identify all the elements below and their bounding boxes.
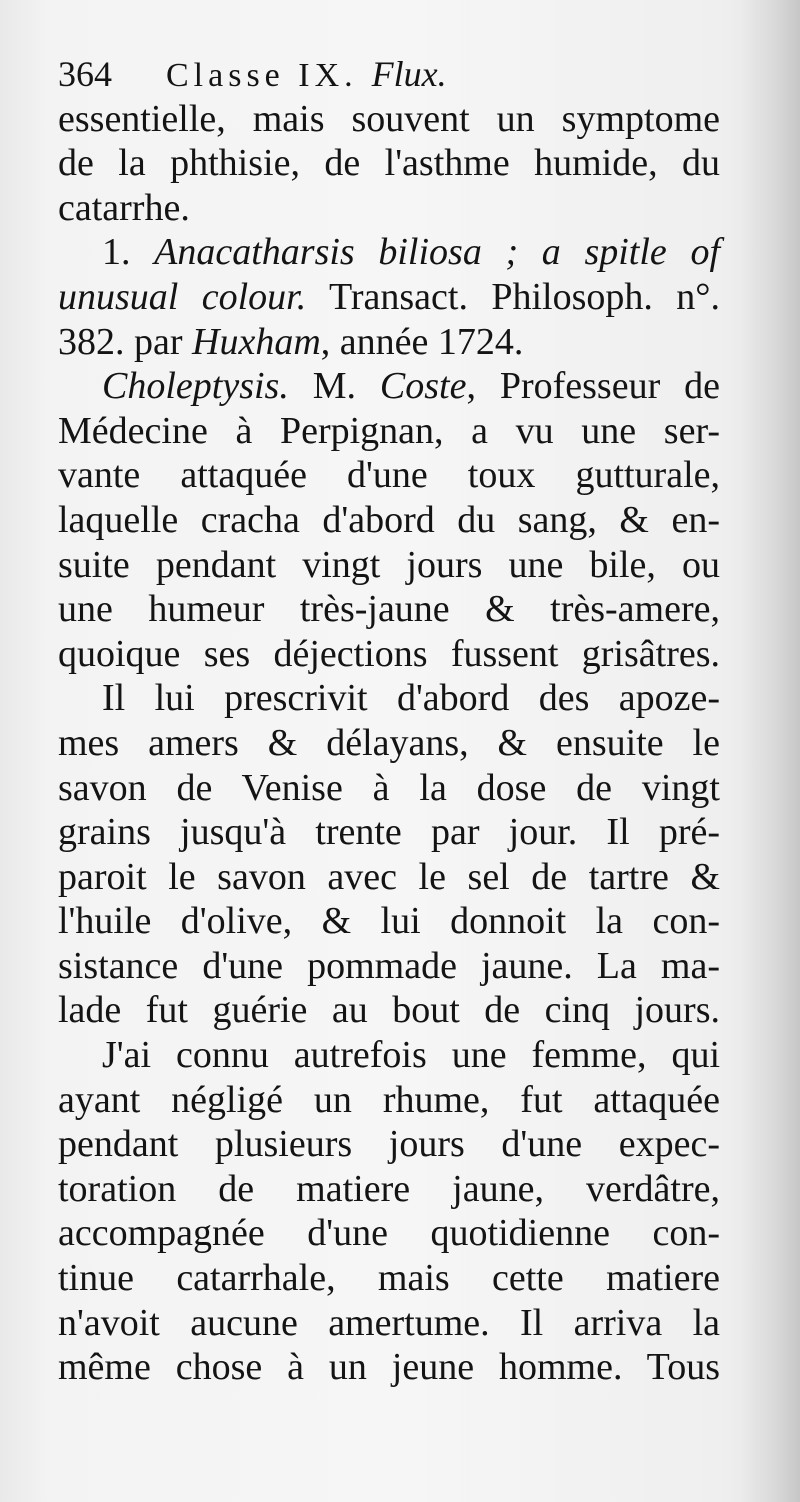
text-line [58,186,720,231]
text-segment: J'ai connu autrefois une femme, qui [102,1034,720,1077]
text-line [58,988,720,1033]
text-line [58,1167,720,1212]
text-segment: sistance d'une pommade jaune. La ma- [58,944,720,987]
section-label: Flux. [371,54,447,94]
text-line [58,543,720,588]
text-segment: même chose à un jeune homme. Tous [58,1346,720,1389]
italic-text: Anacatharsis biliosa ; a spitle of [154,231,720,274]
text-line [58,1122,720,1167]
text-line [58,275,720,320]
text-line [58,1256,720,1301]
text-segment: Il lui prescrivit d'abord des apoze- [102,677,720,720]
text-line [58,97,720,142]
text-line [58,632,720,677]
page-text [58,52,720,1390]
body-text [58,97,720,1390]
italic-text: unusual colour. [58,275,307,318]
text-line [58,498,720,543]
text-line [58,766,720,811]
text-segment: n'avoit aucune amertume. Il arriva la [58,1301,720,1344]
page-number: 364 [58,54,112,94]
text-segment: l'huile d'olive, & lui donnoit la con- [58,900,720,943]
text-segment: vante attaquée d'une toux gutturale, [58,454,720,497]
text-line [58,1345,720,1390]
text-line [58,1301,720,1346]
text-segment: de la phthisie, de l'asthme humide, du [58,142,720,185]
text-line [58,676,720,721]
text-segment: savon de Venise à la dose de vingt [58,766,720,809]
text-line [58,320,720,365]
text-line [58,855,720,900]
text-line [58,899,720,944]
text-segment: catarrhe. [58,186,190,229]
italic-text: Coste [379,365,467,408]
italic-text: Choleptysis. [102,365,289,408]
text-segment: tinue catarrhale, mais cette matiere [58,1257,720,1300]
page-edge-shadow [740,0,800,1502]
text-segment: lade fut guérie au bout de cinq jours. [58,989,720,1032]
text-line [58,1033,720,1078]
text-segment: toration de matiere jaune, verdâtre, [58,1167,720,1210]
text-segment: essentielle, mais souvent un symptome [58,97,720,140]
text-line [58,587,720,632]
text-line [58,453,720,498]
text-segment: pendant plusieurs jours d'une expec- [58,1123,720,1166]
text-segment: quoique ses déjections fussent grisâtres. [58,632,720,675]
text-line [58,141,720,186]
text-segment: , Professeur de [466,365,720,408]
text-segment: paroit le savon avec le sel de tartre & [58,855,720,898]
text-segment: 382. par [58,320,193,363]
text-segment: grains jusqu'à trente par jour. Il pré- [58,811,720,854]
text-segment: M. [288,365,380,408]
italic-text: Huxham [192,320,321,363]
text-segment: Transact. Philosoph. n°. [306,275,720,318]
text-segment: mes amers & délayans, & ensuite le [58,721,720,764]
text-segment: 1. [102,231,155,274]
text-segment: accompagnée d'une quotidienne con- [58,1212,720,1255]
text-line [58,810,720,855]
text-segment: laquelle cracha d'abord du sang, & en- [58,498,720,541]
text-segment: une humeur très-jaune & très-amere, [58,588,720,631]
class-title: Classe IX. [166,57,358,94]
running-head [58,52,720,97]
text-line [58,721,720,766]
text-line [58,1211,720,1256]
text-line [58,1078,720,1123]
text-segment: Médecine à Perpignan, a vu une ser- [58,409,720,452]
text-line [58,364,720,409]
text-segment: ayant négligé un rhume, fut attaquée [58,1078,720,1121]
text-segment: , année 1724. [320,320,524,363]
text-line [58,409,720,454]
text-line [58,944,720,989]
text-segment: suite pendant vingt jours une bile, ou [58,543,720,586]
text-line [58,230,720,275]
